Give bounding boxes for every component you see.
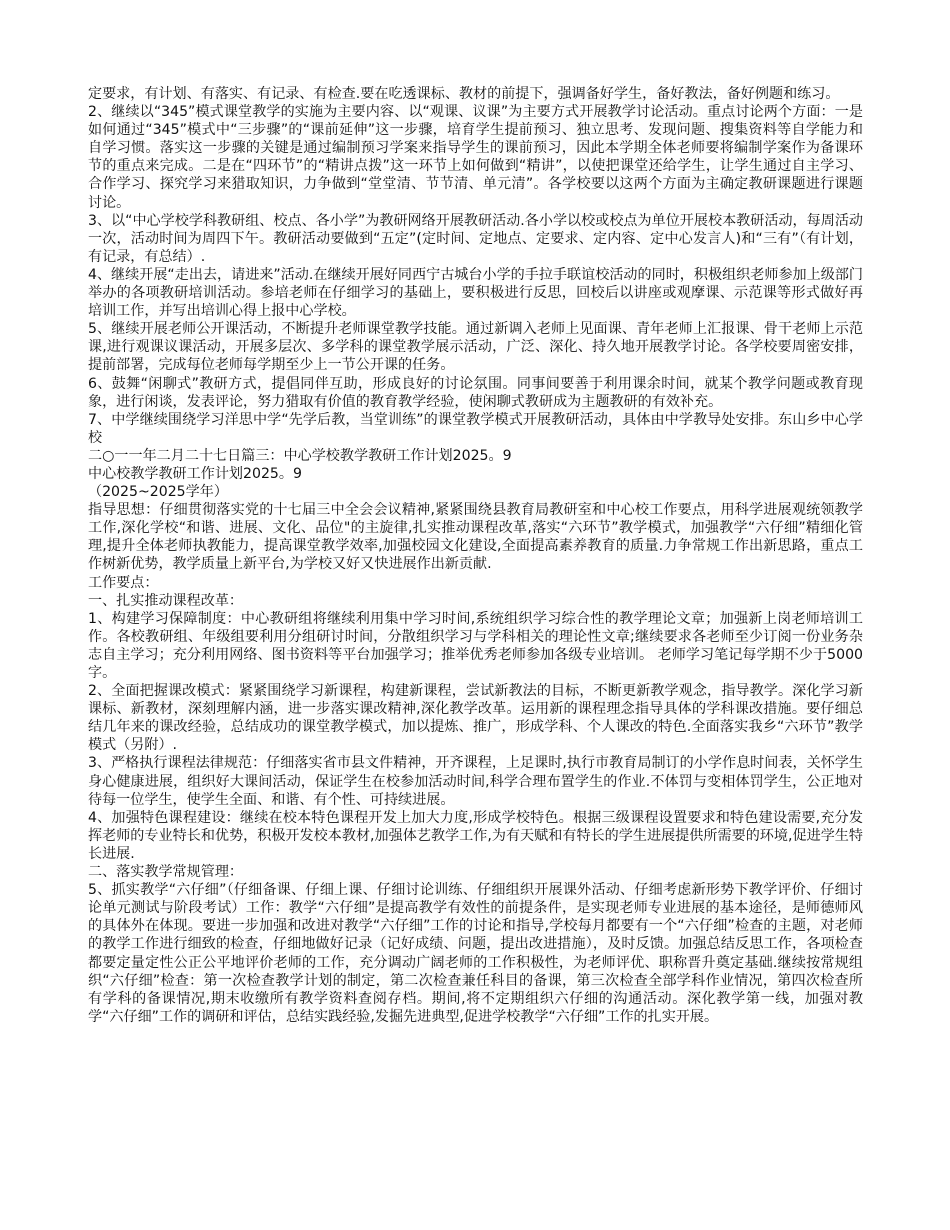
document-paragraph: 7、中学继续围绕学习洋思中学“先学后教，当堂训练”的课堂教学模式开展教研活动，具体由中学教导处安排。东山乡中心学校 [88,411,863,446]
document-paragraph: 5、继续开展老师公开课活动，不断提升老师课堂教学技能。通过新调入老师上见面课、青年老师上汇报课、骨干老师上示范课,进行观课议课活动，开展多层次、多学科的课堂教学展示活动，广泛、深化、持久地开展教学讨论。各学校要周密安排，提前部署，完成每位老师每学期至少上一节公开课的任务。 [88,321,863,374]
document-paragraph: 2、全面把握课改模式：紧紧围绕学习新课程，构建新课程，尝试新教法的目标，不断更新教学观念，指导教学。深化学习新课标、新教材，深刻理解内涵，进一步落实课改精神,深化教学改革。运用新的课程理念指导具体的学科课改措施。要仔细总结几年来的课改经验，总结成功的课堂教学模式，加以提炼、推广，形成学科、个人课改的特色.全面落实我乡“六环节”教学模式（另附）. [88,683,863,754]
document-paragraph: 一、扎实推动课程改革： [88,592,244,609]
document-paragraph: 3、以“中心学校学科教研组、校点、各小学”为教研网络开展教研活动.各小学以校或校点为单位开展校本教研活动，每周活动一次，活动时间为周四下午。教研活动要做到“五定”(定时间、定地点、定要求、定内容、定中心发言人)和“三有”（有计划，有记录，有总结）. [88,212,864,265]
document-paragraph: 工作要点： [88,574,159,591]
document-paragraph: 中心校教学教研工作计划2025。9 [88,465,302,482]
document-paragraph: 3、严格执行课程法律规范：仔细落实省市县文件精神，开齐课程，上足课时,执行市教育局制订的小学作息时间表，关怀学生身心健康进展，组织好大课间活动，保证学生在校参加活动时间,科学合理布置学生的作业.不体罚与变相体罚学生，公正地对待每一位学生，使学生全面、和谐、有个性、可持续进展。 [88,755,863,808]
document-paragraph: 4、继续开展“走出去，请进来”活动.在继续开展好同西宁古城台小学的手拉手联谊校活动的同时，积极组织老师参加上级部门举办的各项教研培训活动。参培老师在仔细学习的基础上，要积极进行反思，回校后以讲座或观摩课、示范课等形式做好再培训工作，并写出培训心得上报中心学校。 [88,266,864,320]
document-paragraph: 定要求，有计划、有落实、有记录、有检查.要在吃透课标、教材的前提下，强调备好学生，备好教法，备好例题和练习。 [88,86,840,102]
document-paragraph: 1、构建学习保障制度：中心教研组将继续利用集中学习时间,系统组织学习综合性的教学理论文章；加强新上岗老师培训工作。各校教研组、年级组要利用分组研讨时间，分散组织学习与学科相关的理论性文章;继续要求各老师至少订阅一份业务杂志自主学习；充分利用网络、图书资料等平台加强学习；推举优秀老师参加各级专业培训。 老师学习笔记每学期不少于5000字。 [88,610,863,681]
document-paragraph: 2、继续以“345”模式课堂教学的实施为主要内容、以“观课、议课”为主要方式开展教学讨论活动。重点讨论两个方面：一是如何通过“345”模式中“三步骤”的“课前延伸”这一步骤，培育学生提前预习、独立思考、发现问题、搜集资料等自学能力和自学习惯。落实这一步骤的关键是通过编制预习学案来指导学生的课前预习，因此本学期全体老师要将编制学案作为备课环节的重点来完成。二是在“四环节”的“精讲点拨”这一环节上如何做到“精讲”，以使把课堂还给学生，让学生通过自主学习、合作学习、探究学习来猎取知识，力争做到“堂堂清、节节清、单元清”。各学校要以这两个方面为主确定教研课题进行课题讨论。 [88,104,863,211]
document-paragraph: 4、加强特色课程建设：继续在校本特色课程开发上加大力度,形成学校特色。根据三级课程设置要求和特色建设需要,充分发挥老师的专业特长和优势，积极开发校本教材,加强体艺教学工作,为有天赋和有特长的学生进展提供所需要的环境,促进学生特长进展. [88,809,863,862]
document-paragraph: 6、鼓舞“闲聊式”教研方式，提倡同伴互助，形成良好的讨论氛围。同事间要善于利用课余时间，就某个教学问题或教育现象，进行闲谈，发表评论，努力猎取有价值的教育教学经验，使闲聊式教研成为主题教研的有效补充。 [88,375,863,410]
document-paragraph: （2025~2025学年） [88,484,228,501]
document-paragraph: 二、落实教学常规管理： [88,864,244,881]
document-paragraph: 二○一一年二月二十七日篇三：中心学校教学教研工作计划2025。9 [88,447,512,464]
document-paragraph: 5、抓实教学“六仔细”（仔细备课、仔细上课、仔细讨论训练、仔细组织开展课外活动、仔细考虑新形势下教学评价、仔细讨论单元测试与阶段考试）工作：教学“六仔细”是提高教学有效性的前提条件，是实现老师专业进展的基本途径，是师德师风的具体外在体现。要进一步加强和改进对教学“六仔细”工作的讨论和指导,学校每月都要有一个“六仔细”检查的主题，对老师的教学工作进行细致的检查，仔细地做好记录（记好成绩、问题，提出改进措施），及时反馈。加强总结反思工作，各项检查都要定量定性公正公平地评价老师的工作，充分调动广阔老师的工作积极性，为老师评优、职称晋升奠定基础.继续按常规组织“六仔细”检查：第一次检查教学计划的制定，第二次检查兼任科目的备课，第三次检查全部学科作业情况，第四次检查所有学科的备课情况,期末收缴所有教学资料查阅存档。期间,将不定期组织六仔细的沟通活动。深化教学第一线，加强对教学“六仔细”工作的调研和评估，总结实践经验,发掘先进典型,促进学校教学“六仔细”工作的扎实开展。 [88,882,863,1025]
document-body [88,85,863,1026]
document-paragraph: 指导思想：仔细贯彻落实党的十七届三中全会会议精神,紧紧围绕县教育局教研室和中心校工作要点，用科学进展观统领教学工作,深化学校“和谐、进展、文化、品位"的主旋律,扎实推动课程改革,落实“六环节”教学模式，加强教学“六仔细”精细化管理,提升全体老师执教能力，提高课堂教学效率,加强校园文化建设,全面提高素养教育的质量.力争常规工作出新思路，重点工作树新优势，教学质量上新平台,为学校又好又快进展作出新贡献. [88,502,863,573]
